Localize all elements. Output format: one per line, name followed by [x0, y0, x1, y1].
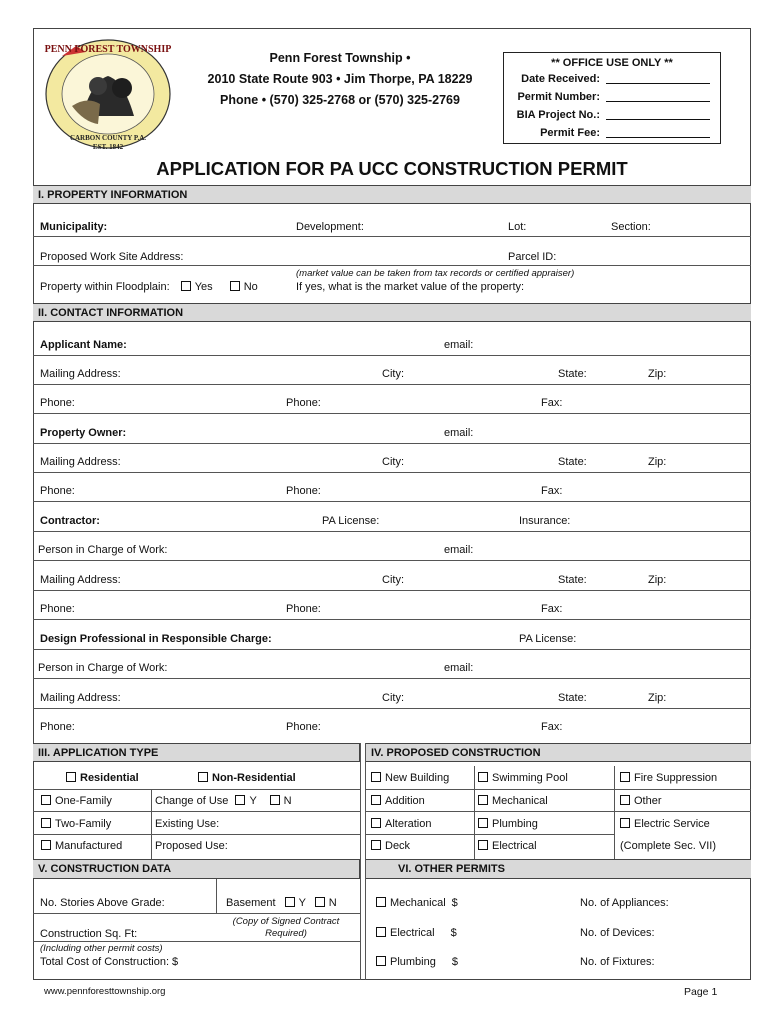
form-title: APPLICATION FOR PA UCC CONSTRUCTION PERMIT	[156, 158, 628, 179]
applicant-phone2-label: Phone:	[286, 397, 321, 409]
section-application-type-header: III. APPLICATION TYPE	[33, 743, 360, 762]
devices-label: No. of Devices:	[580, 927, 655, 939]
design-state-label: State:	[558, 692, 587, 704]
property-owner-label: Property Owner:	[40, 427, 127, 439]
municipality-label: Municipality:	[40, 221, 108, 233]
office-use-box	[503, 52, 721, 144]
township-seal-logo	[42, 36, 174, 154]
bia-project-label: BIA Project No.:	[516, 109, 600, 121]
township-phone: Phone • (570) 325-2768 or (570) 325-2769	[220, 93, 460, 107]
fixtures-label: No. of Fixtures:	[580, 956, 655, 968]
including-permit-costs-note: (Including other permit costs)	[40, 943, 163, 954]
fire-suppression-label: Fire Suppression	[634, 772, 718, 784]
other-electrical-checkbox[interactable]	[376, 927, 386, 937]
copy-contract-required: Required)	[265, 928, 307, 939]
one-family-label: One-Family	[55, 795, 112, 807]
contractor-state-label: State:	[558, 574, 587, 586]
applicant-state-label: State:	[558, 368, 587, 380]
residential-label: Residential	[80, 772, 139, 784]
bia-project-field[interactable]	[606, 110, 710, 120]
contractor-insurance-label: Insurance:	[519, 515, 571, 527]
section-proposed-construction-header: IV. PROPOSED CONSTRUCTION	[365, 743, 751, 762]
change-use-no-checkbox[interactable]	[270, 795, 280, 805]
other-plumbing-label: Plumbing	[390, 956, 436, 968]
basement-no-checkbox[interactable]	[315, 897, 325, 907]
township-address: 2010 State Route 903 • Jim Thorpe, PA 18229	[207, 72, 473, 86]
applicant-phone-label: Phone:	[40, 397, 75, 409]
applicant-city-label: City:	[382, 368, 404, 380]
new-building-label: New Building	[385, 772, 450, 784]
logo-text-top: PENN FOREST TOWNSHIP	[44, 44, 172, 55]
change-use-no-label: N	[283, 795, 292, 807]
date-received-label: Date Received:	[521, 73, 600, 85]
non-residential-label: Non-Residential	[212, 772, 296, 784]
plumbing-dollar: $	[451, 956, 458, 968]
section-construction-data-header: V. CONSTRUCTION DATA	[33, 859, 360, 879]
applicant-name-label: Applicant Name:	[40, 339, 127, 351]
contractor-phone-label: Phone:	[40, 603, 75, 615]
contractor-zip-label: Zip:	[648, 574, 667, 586]
market-value-note: (market value can be taken from tax records or certified appraiser)	[296, 268, 575, 279]
applicant-email-label: email:	[444, 339, 474, 351]
electrical-checkbox[interactable]	[478, 840, 488, 850]
design-city-label: City:	[382, 692, 404, 704]
one-family-checkbox[interactable]	[41, 795, 51, 805]
electric-service-label: Electric Service	[634, 818, 710, 830]
design-license-label: PA License:	[519, 633, 577, 645]
total-cost-label: Total Cost of Construction: $	[40, 956, 179, 968]
contractor-city-label: City:	[382, 574, 404, 586]
section-other-permits-header: VI. OTHER PERMITS	[365, 859, 751, 879]
development-label: Development:	[296, 221, 364, 233]
applicant-fax-label: Fax:	[541, 397, 563, 409]
alteration-label: Alteration	[385, 818, 432, 830]
existing-use-label: Existing Use:	[155, 818, 220, 830]
date-received-field[interactable]	[606, 74, 710, 84]
floodplain-label: Property within Floodplain:	[40, 281, 170, 293]
construction-sqft-label: Construction Sq. Ft:	[40, 928, 138, 940]
two-family-checkbox[interactable]	[41, 818, 51, 828]
design-person-label: Person in Charge of Work:	[38, 662, 168, 674]
contractor-license-label: PA License:	[322, 515, 380, 527]
other-label: Other	[634, 795, 662, 807]
basement-yes-label: Y	[298, 897, 306, 909]
swimming-pool-checkbox[interactable]	[478, 772, 488, 782]
section-label: Section:	[611, 221, 651, 233]
electrical-label: Electrical	[492, 840, 537, 852]
basement-label: Basement	[226, 897, 276, 909]
owner-phone-label: Phone:	[40, 485, 75, 497]
contractor-person-label: Person in Charge of Work:	[38, 544, 168, 556]
contractor-label: Contractor:	[40, 515, 100, 527]
other-plumbing-checkbox[interactable]	[376, 956, 386, 966]
contractor-mailing-label: Mailing Address:	[40, 574, 121, 586]
change-use-yes-label: Y	[249, 795, 257, 807]
electrical-dollar: $	[450, 927, 457, 939]
other-electrical-label: Electrical	[390, 927, 435, 939]
appliances-label: No. of Appliances:	[580, 897, 669, 909]
permit-fee-label: Permit Fee:	[540, 127, 600, 139]
contractor-phone2-label: Phone:	[286, 603, 321, 615]
mechanical-checkbox[interactable]	[478, 795, 488, 805]
parcel-id-label: Parcel ID:	[508, 251, 557, 263]
design-mailing-label: Mailing Address:	[40, 692, 121, 704]
change-of-use-label: Change of Use	[155, 795, 229, 807]
design-email-label: email:	[444, 662, 474, 674]
floodplain-yes-label: Yes	[194, 281, 213, 293]
owner-email-label: email:	[444, 427, 474, 439]
owner-fax-label: Fax:	[541, 485, 563, 497]
township-name: Penn Forest Township •	[269, 51, 411, 65]
addition-checkbox[interactable]	[371, 795, 381, 805]
permit-number-field[interactable]	[606, 92, 710, 102]
footer-website: www.pennforesttownship.org	[44, 986, 166, 997]
logo-year: EST. 1842	[92, 143, 124, 151]
other-checkbox[interactable]	[620, 795, 630, 805]
mechanical-label: Mechanical	[492, 795, 548, 807]
manufactured-checkbox[interactable]	[41, 840, 51, 850]
work-site-label: Proposed Work Site Address:	[40, 251, 184, 263]
two-family-label: Two-Family	[55, 818, 112, 830]
permit-number-label: Permit Number:	[517, 91, 600, 103]
logo-text-bottom: CARBON COUNTY P.A.	[69, 134, 147, 142]
design-phone2-label: Phone:	[286, 721, 321, 733]
design-professional-label: Design Professional in Responsible Charge:	[40, 633, 272, 645]
owner-phone2-label: Phone:	[286, 485, 321, 497]
owner-mailing-label: Mailing Address:	[40, 456, 121, 468]
floodplain-no-checkbox[interactable]	[230, 281, 240, 291]
fire-suppression-checkbox[interactable]	[620, 772, 630, 782]
proposed-use-label: Proposed Use:	[155, 840, 228, 852]
copy-contract-note: (Copy of Signed Contract	[232, 916, 340, 927]
swimming-pool-label: Swimming Pool	[492, 772, 568, 784]
section-property-info-header: I. PROPERTY INFORMATION	[33, 185, 751, 204]
floodplain-yes-checkbox[interactable]	[181, 281, 191, 291]
footer-page-number: Page 1	[684, 986, 718, 998]
owner-state-label: State:	[558, 456, 587, 468]
plumbing-checkbox[interactable]	[478, 818, 488, 828]
manufactured-label: Manufactured	[55, 840, 123, 852]
basement-yes-checkbox[interactable]	[285, 897, 295, 907]
applicant-mailing-label: Mailing Address:	[40, 368, 121, 380]
plumbing-label: Plumbing	[492, 818, 538, 830]
design-zip-label: Zip:	[648, 692, 667, 704]
deck-checkbox[interactable]	[371, 840, 381, 850]
owner-city-label: City:	[382, 456, 404, 468]
other-mechanical-checkbox[interactable]	[376, 897, 386, 907]
design-fax-label: Fax:	[541, 721, 563, 733]
owner-zip-label: Zip:	[648, 456, 667, 468]
complete-sec-note: (Complete Sec. VII)	[620, 840, 716, 852]
stories-label: No. Stories Above Grade:	[40, 897, 165, 909]
non-residential-checkbox[interactable]	[198, 772, 208, 782]
permit-fee-field[interactable]	[606, 128, 710, 138]
applicant-zip-label: Zip:	[648, 368, 667, 380]
new-building-checkbox[interactable]	[371, 772, 381, 782]
basement-no-label: N	[328, 897, 337, 909]
electric-service-checkbox[interactable]	[620, 818, 630, 828]
office-use-title: ** OFFICE USE ONLY **	[551, 57, 673, 69]
addition-label: Addition	[385, 795, 425, 807]
section-contact-info-header: II. CONTACT INFORMATION	[33, 303, 751, 322]
alteration-checkbox[interactable]	[371, 818, 381, 828]
mechanical-dollar: $	[451, 897, 458, 909]
residential-checkbox[interactable]	[66, 772, 76, 782]
market-value-question: If yes, what is the market value of the property:	[296, 281, 525, 293]
contractor-fax-label: Fax:	[541, 603, 563, 615]
deck-label: Deck	[385, 840, 411, 852]
change-use-yes-checkbox[interactable]	[235, 795, 245, 805]
other-mechanical-label: Mechanical	[390, 897, 446, 909]
floodplain-no-label: No	[243, 281, 258, 293]
lot-label: Lot:	[508, 221, 527, 233]
design-phone-label: Phone:	[40, 721, 75, 733]
contractor-email-label: email:	[444, 544, 474, 556]
